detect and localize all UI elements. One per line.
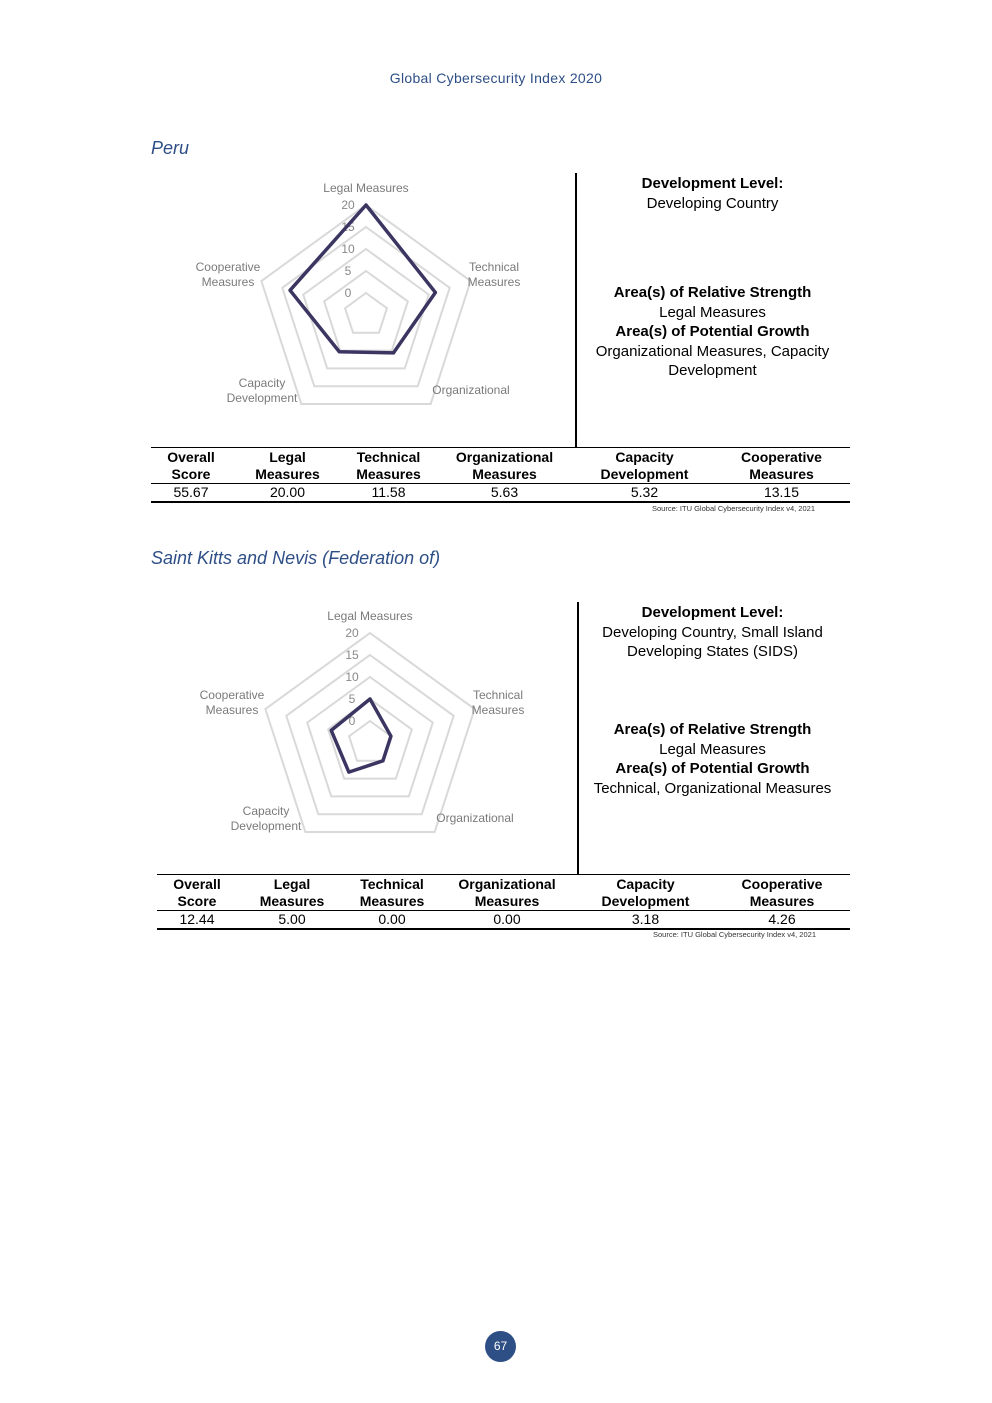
axis-label: Technical Measures — [471, 688, 525, 717]
axis-label: Cooperative Measures — [199, 688, 265, 717]
header-technical-measures: Technical Measures — [347, 875, 437, 911]
strength-label: Area(s) of Relative Strength — [613, 284, 812, 301]
table-cell: 20.00 — [231, 484, 344, 503]
table-cell: 55.67 — [151, 484, 231, 503]
data-point — [330, 729, 333, 732]
header-legal-measures: Legal Measures — [237, 875, 347, 911]
tick-label: 15 — [341, 220, 355, 234]
data-point — [289, 289, 292, 292]
tick-label: 10 — [341, 242, 355, 256]
header-organizational-measures: Organizational Measures — [437, 875, 577, 911]
axis-label: Organizational — [436, 811, 514, 825]
grid-ring-0 — [345, 293, 387, 333]
tick-label: 20 — [345, 626, 359, 640]
tick-label: 5 — [344, 264, 352, 278]
table-cell: 5.00 — [237, 911, 347, 930]
header-overall-score: Overall Score — [151, 448, 231, 484]
page-number: 67 — [485, 1331, 516, 1362]
table-cell: 11.58 — [344, 484, 433, 503]
header-capacity-development: Capacity Development — [576, 448, 713, 484]
axis-label: Organizational — [432, 383, 510, 397]
info-panel-peru — [580, 174, 845, 379]
table-cell: 5.63 — [433, 484, 576, 503]
header-technical-measures: Technical Measures — [344, 448, 433, 484]
table-cell: 0.00 — [437, 911, 577, 930]
table-row — [151, 484, 850, 503]
strength-label: Area(s) of Relative Strength — [613, 721, 812, 738]
growth-value: Technical, Organizational Measures — [593, 779, 832, 797]
tick-label: 0 — [348, 714, 356, 728]
data-series-line — [290, 205, 435, 353]
growth-label: Area(s) of Potential Growth — [615, 760, 810, 777]
data-point — [392, 351, 395, 354]
table-row — [157, 911, 850, 930]
data-point — [389, 735, 392, 738]
grid-ring-5 — [324, 271, 408, 351]
growth-value: Organizational Measures, Capacity Development — [595, 342, 830, 379]
data-point — [369, 698, 372, 701]
growth-label: Area(s) of Potential Growth — [615, 323, 810, 340]
header-cooperative-measures: Cooperative Measures — [714, 875, 850, 911]
tick-label: 10 — [345, 670, 359, 684]
header-organizational-measures: Organizational Measures — [433, 448, 576, 484]
strength-value: Legal Measures — [659, 740, 766, 758]
radar-chart-saint-kitts — [184, 608, 544, 848]
country-title-saint-kitts: Saint Kitts and Nevis (Federation of) — [151, 548, 441, 568]
axis-label: Capacity Development — [226, 376, 298, 405]
data-point — [381, 759, 384, 762]
table-cell: 4.26 — [714, 911, 850, 930]
table-cell: 0.00 — [347, 911, 437, 930]
header-overall-score: Overall Score — [157, 875, 237, 911]
country-title-peru: Peru — [151, 138, 190, 158]
dev-level-label: Development Level: — [641, 604, 784, 621]
divider-line — [577, 602, 579, 874]
header-legal-measures: Legal Measures — [231, 448, 344, 484]
header-capacity-development: Capacity Development — [577, 875, 714, 911]
strength-value: Legal Measures — [659, 303, 766, 321]
table-cell: 3.18 — [577, 911, 714, 930]
table-cell: 12.44 — [157, 911, 237, 930]
data-point — [338, 350, 341, 353]
score-table-saint-kitts — [157, 874, 850, 930]
axis-label: Legal Measures — [327, 609, 413, 623]
axis-label: Capacity Development — [230, 804, 302, 833]
data-point — [434, 291, 437, 294]
score-table-peru — [151, 447, 850, 503]
tick-label: 15 — [345, 648, 359, 662]
dev-level-value: Developing Country, Small Island Developing States (SIDS) — [602, 623, 823, 660]
tick-label: 5 — [348, 692, 356, 706]
dev-level-value: Developing Country — [646, 194, 779, 212]
page-header: Global Cybersecurity Index 2020 — [389, 70, 603, 86]
radar-chart-peru — [180, 180, 540, 420]
header-cooperative-measures: Cooperative Measures — [713, 448, 850, 484]
axis-label: Legal Measures — [323, 181, 409, 195]
data-point — [365, 204, 368, 207]
dev-level-label: Development Level: — [641, 175, 784, 192]
table-cell: 5.32 — [576, 484, 713, 503]
axis-label: Technical Measures — [467, 260, 521, 289]
grid-ring-20 — [265, 633, 474, 832]
tick-label: 0 — [344, 286, 352, 300]
axis-label: Cooperative Measures — [195, 260, 261, 289]
source-note: Source: ITU Global Cybersecurity Index v4, 2021 — [652, 504, 815, 513]
source-note: Source: ITU Global Cybersecurity Index v4, 2021 — [653, 930, 816, 939]
grid-ring-20 — [261, 205, 470, 404]
divider-line — [575, 173, 577, 447]
info-panel-saint-kitts — [580, 603, 845, 797]
data-point — [347, 771, 350, 774]
tick-label: 20 — [341, 198, 355, 212]
table-cell: 13.15 — [713, 484, 850, 503]
